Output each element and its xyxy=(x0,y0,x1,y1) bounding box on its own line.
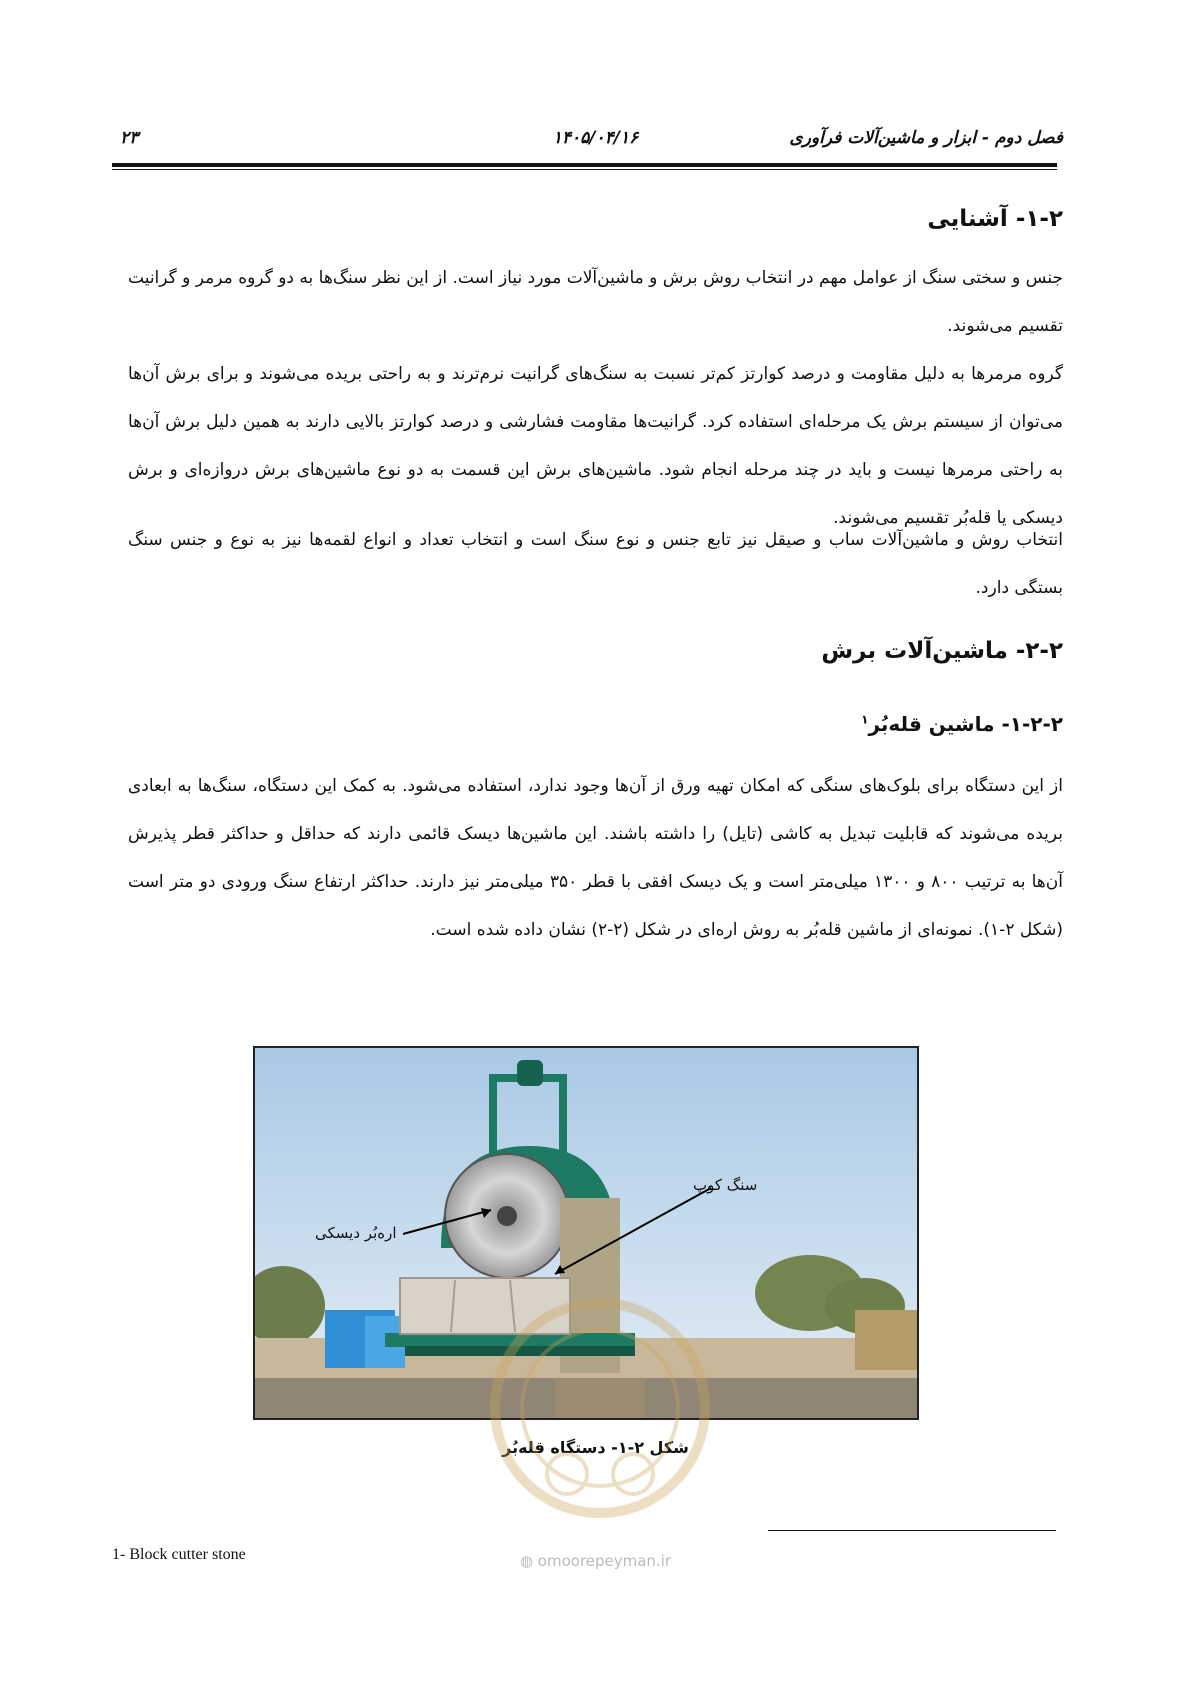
paragraph-1: جنس و سختی سنگ از عوامل مهم در انتخاب روش برش و ماشین‌آلات مورد نیاز است. از این نظر سنگ‌ها به دو گروه مرمر و گرانیت تقسیم می‌شوند. xyxy=(128,268,1063,336)
header-rule-thick xyxy=(112,163,1057,167)
figure-caption: شکل ۲-۱- دستگاه قله‌بُر xyxy=(502,1438,689,1457)
section-heading-introduction: ۱-۲- آشنایی xyxy=(927,206,1063,232)
globe-icon: ◍ xyxy=(519,1552,538,1570)
paragraph-3: انتخاب روش و ماشین‌آلات ساب و صیقل نیز تابع جنس و نوع سنگ است و انتخاب تعداد و انواع لقمه‌ها نیز به نوع و جنس سنگ بستگی دارد. xyxy=(128,530,1063,598)
paragraph-block-cutter: از این دستگاه برای بلوک‌های سنگی که امکان تهیه ورق از آن‌ها وجود ندارد، استفاده می‌شود. به کمک این دستگاه، سنگ‌ها به ابعادی بریده می‌شوند که قابلیت تبدیل به کاشی (تایل) را داشته باشند. این ماشین‌ها دیسک قائمی دارند که حداقل و حداکثر قطر پذیرش آن‌ها به ترتیب ۸۰۰ و ۱۳۰۰ میلی‌متر است و یک دیسک افقی با قطر ۳۵۰ میلی‌متر نیز دارند. حداکثر ارتفاع سنگ ورودی دو متر است (شکل ۲-۱). نمونه‌ای از ماشین قله‌بُر به روش اره‌ای در شکل (۲-۲) نشان داده شده است. xyxy=(128,776,1063,940)
watermark-url-text: omoorepeyman.ir xyxy=(537,1552,672,1570)
subsection-heading-block-cutter xyxy=(861,712,1063,736)
section-heading-cutting-machinery: ۲-۲- ماشین‌آلات برش xyxy=(821,638,1063,664)
paragraph-2: گروه مرمرها به دلیل مقاومت و درصد کوارتز کم‌تر نسبت به سنگ‌های گرانیت نرم‌ترند و به راحتی بریده می‌شوند و برای برش آن‌ها می‌توان از سیستم برش یک مرحله‌ای استفاده کرد. گرانیت‌ها مقاومت فشارشی و درصد کوارتز بالایی دارند به همین دلیل برش آن‌ها به راحتی مرمرها نیست و باید در چند مرحله انجام شود. ماشین‌های برش این قسمت به دو نوع ماشین‌های برش دروازه‌ای و برش دیسکی یا قله‌بُر تقسیم می‌شوند. xyxy=(128,364,1063,528)
chapter-title: فصل دوم - ابزار و ماشین‌آلات فرآوری xyxy=(789,128,1063,148)
footnote-mark: ۱ xyxy=(861,712,869,727)
footnote: 1- Block cutter stone xyxy=(112,1546,246,1563)
header-rule-thin xyxy=(112,169,1057,170)
label-disc-saw: اره‌بُر دیسکی xyxy=(315,1224,397,1242)
watermark-seal-icon xyxy=(485,1278,715,1538)
subsection-heading-text: ۱-۲-۲- ماشین قله‌بُر xyxy=(868,712,1063,736)
footnote-rule xyxy=(768,1530,1056,1531)
header-date: ۱۴۰۵/۰۴/۱۶ xyxy=(552,128,639,148)
page-number: ۲۳ xyxy=(120,128,139,148)
label-rock: سنگ کوپ xyxy=(693,1176,758,1194)
